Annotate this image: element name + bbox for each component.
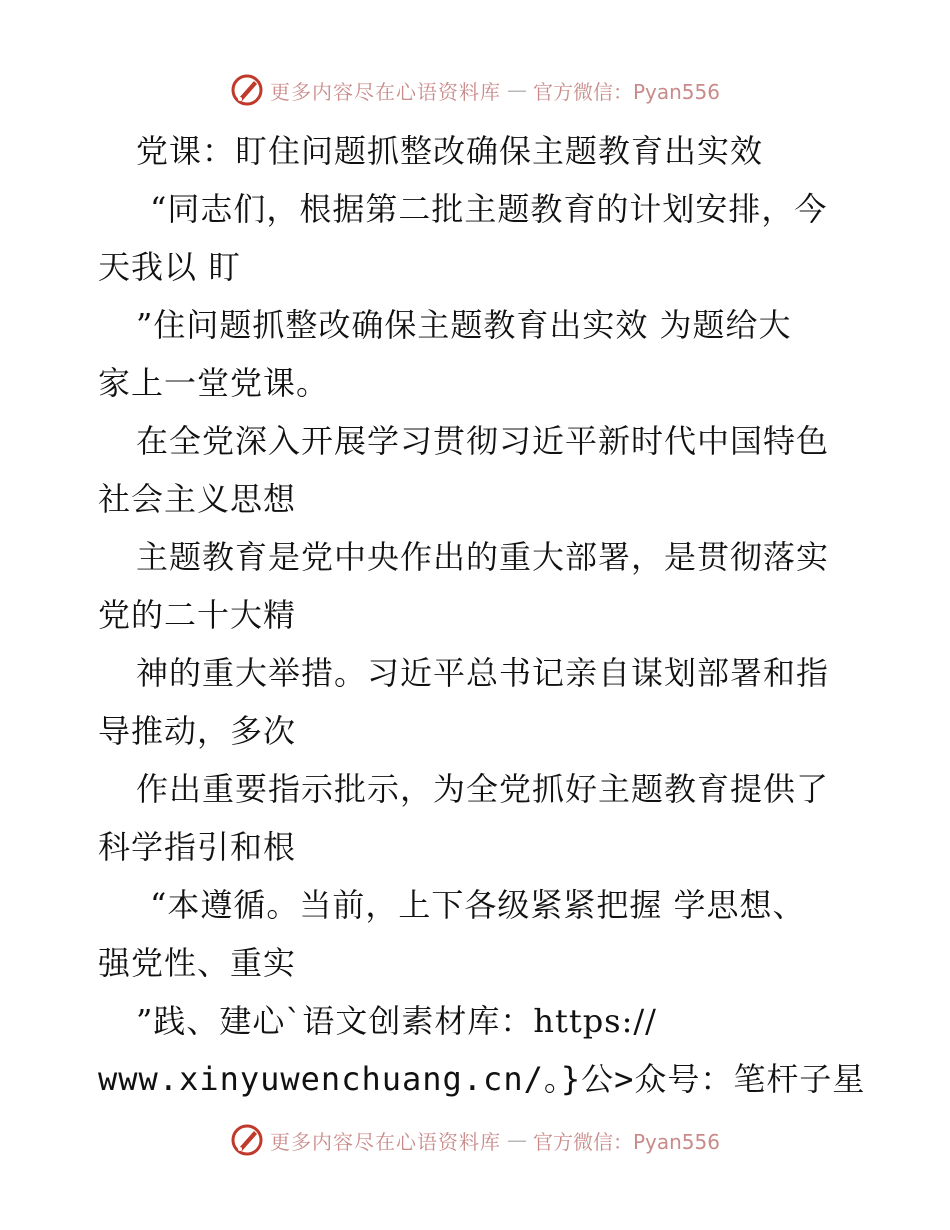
paragraph-line: 科学指引和根: [98, 828, 297, 866]
watermark-contact: 官方微信：Pyan556: [532, 79, 720, 104]
paragraph-line: 作出重要指示批示，为全党抓好主题教育提供了: [136, 770, 830, 808]
paragraph-line: 神的重大举措。习近平总书记亲自谋划部署和指: [136, 654, 830, 692]
header-watermark: [0, 70, 950, 110]
paragraph-line: “本遵循。当前，上下各级紧紧把握 学思想、: [150, 886, 806, 924]
paragraph-line: 党的二十大精: [98, 596, 297, 634]
watermark-contact: 官方微信：Pyan556: [532, 1129, 720, 1154]
paragraph-line: 天我以 盯: [98, 248, 242, 286]
paragraph-line: 在全党深入开展学习贯彻习近平新时代中国特色: [136, 422, 830, 460]
quill-logo-icon: [230, 73, 264, 107]
paragraph-line: ”住问题抓整改确保主题教育出实效 为题给大: [136, 306, 792, 344]
watermark-text: 更多内容尽在心语资料库: [269, 79, 501, 104]
paragraph-line: “同志们，根据第二批主题教育的计划安排，今: [150, 190, 828, 228]
watermark-dash: —: [506, 78, 527, 102]
quill-logo-icon: [230, 1123, 264, 1157]
watermark-dash: —: [506, 1128, 527, 1152]
document-body: [98, 122, 878, 1108]
paragraph-line-url: www.xinyuwenchuang.cn/。}公>众号：笔杆子星: [98, 1060, 866, 1098]
paragraph-line: 强党性、重实: [98, 944, 297, 982]
watermark-text: 更多内容尽在心语资料库: [269, 1129, 501, 1154]
paragraph-line: 导推动，多次: [98, 712, 297, 750]
paragraph-line: 主题教育是党中央作出的重大部署，是贯彻落实: [136, 538, 830, 576]
document-title: 党课：盯住问题抓整改确保主题教育出实效: [136, 132, 764, 170]
paragraph-line: 家上一堂党课。: [98, 364, 330, 402]
paragraph-line: ”践、建心`语文创素材库：https://: [136, 1002, 657, 1040]
paragraph-line: 社会主义思想: [98, 480, 297, 518]
footer-watermark: [0, 1120, 950, 1160]
